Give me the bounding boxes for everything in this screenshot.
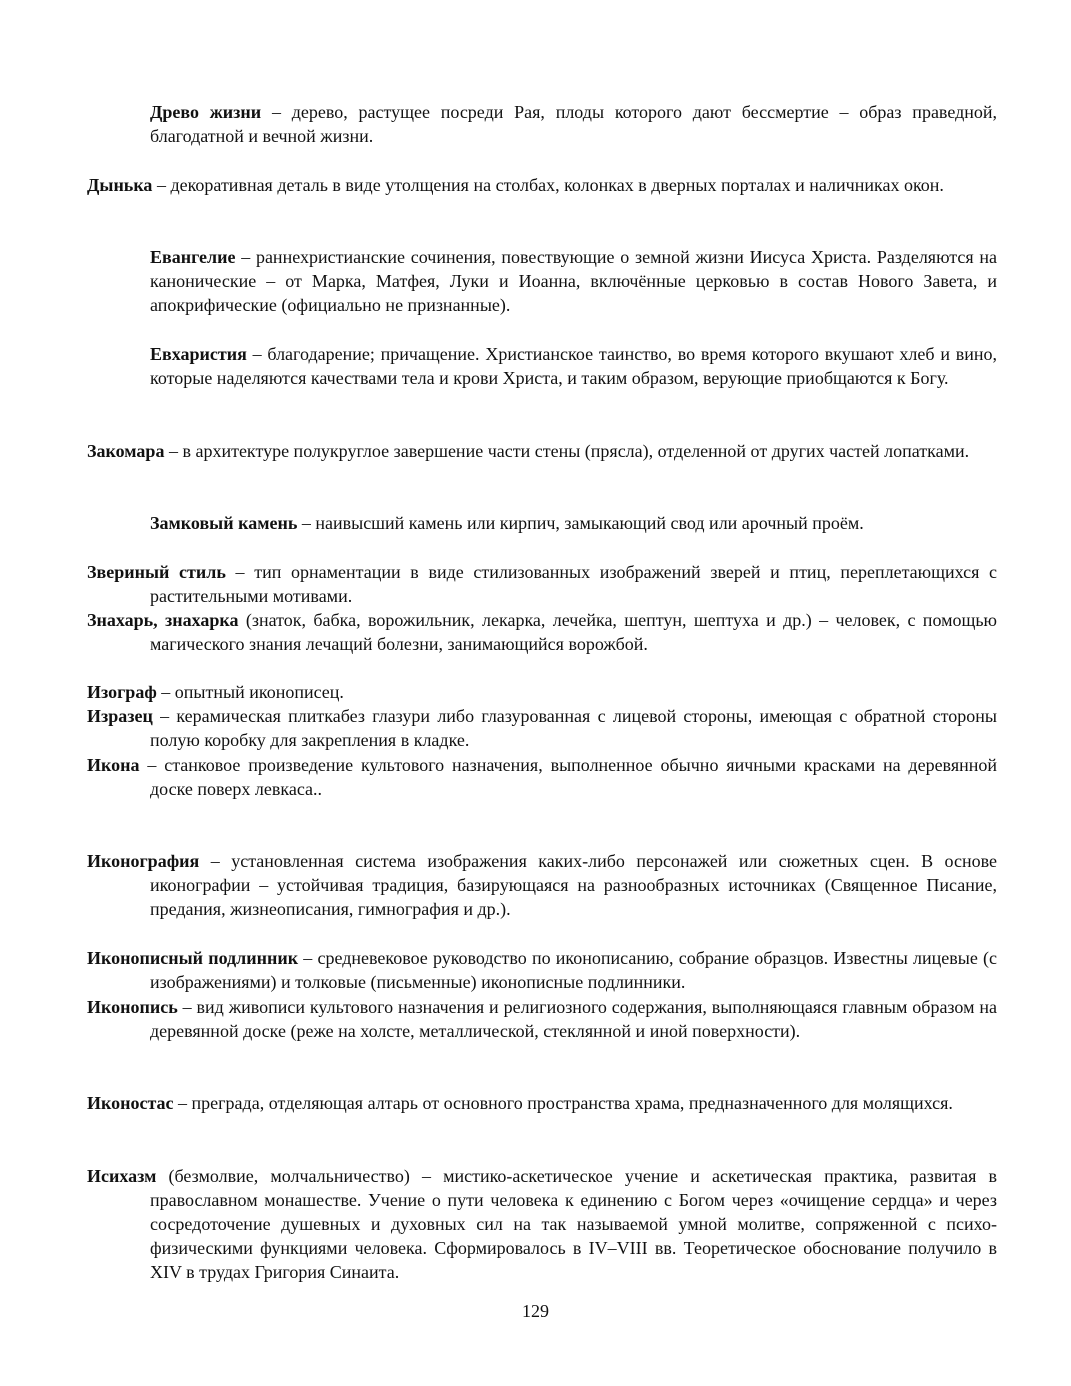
glossary-entry [87, 849, 997, 921]
entry-term: Знахарь, знахарка [87, 610, 239, 630]
entry-definition: – установленная система изображения каких-либо персонажей или сюжетных сцен. В основе иконографии – устойчивая традиция, базирующаяся на разнообразных источниках (Священное Писание, предания, жизнеописания, гимнография и др.). [150, 851, 997, 919]
entry-definition: – средневековое руководство по иконописанию, собрание образцов. Известны лицевые (с изображениями) и толковые (письменные) иконописные подлинники. [150, 948, 997, 992]
entry-term: Изразец [87, 706, 153, 726]
glossary-entry [87, 173, 997, 197]
entry-term: Замковый камень [150, 513, 298, 533]
entry-definition: – наивысший камень или кирпич, замыкающий свод или арочный проём. [297, 513, 864, 533]
entry-definition: (знаток, бабка, ворожильник, лекарка, лечейка, шептун, шептуха и др.) – человек, с помощью магического знания лечащий болезни, занимающийся ворожбой. [150, 610, 998, 654]
entry-definition: – преграда, отделяющая алтарь от основного пространства храма, предназначенного для молящихся. [173, 1093, 953, 1113]
entry-term: Звериный стиль [87, 562, 226, 582]
entry-definition: – тип орнаментации в виде стилизованных изображений зверей и птиц, переплетающихся с растительными мотивами. [150, 562, 998, 606]
glossary-entry [87, 704, 997, 752]
entry-term: Икона [87, 755, 140, 775]
entry-term: Исихазм [87, 1166, 157, 1186]
glossary-entry [87, 1164, 997, 1284]
entry-definition: – благодарение; причащение. Христианское таинство, во время которого вкушают хлеб и вино, которые наделяются качествами тела и крови Христа, и таким образом, верующие приобщаются к Богу. [150, 344, 997, 388]
glossary-entry [87, 946, 997, 994]
page-number: 129 [522, 1301, 549, 1321]
glossary-entry [87, 753, 997, 801]
glossary-entry [150, 342, 997, 390]
entry-term: Евангелие [150, 247, 236, 267]
entry-definition: – станковое произведение культового назначения, выполненное обычно яичными красками на деревянной доске поверх левкаса.. [139, 755, 997, 799]
glossary-entry [87, 560, 997, 608]
entry-definition: – декоративная деталь в виде утолщения на столбах, колонках в дверных порталах и наличниках окон. [152, 175, 944, 195]
entry-term: Иконостас [87, 1093, 174, 1113]
glossary-entry [150, 511, 997, 535]
glossary-entry [87, 680, 997, 704]
entry-term: Древо жизни [150, 102, 262, 122]
entry-definition: – дерево, растущее посреди Рая, плоды которого дают бессмертие – образ праведной, благодатной и вечной жизни. [150, 102, 998, 146]
entry-definition: – керамическая плиткабез глазури либо глазурованная с лицевой стороны, имеющая с обратной стороны полую коробку для закрепления в кладке. [150, 706, 997, 750]
entry-term: Дынька [87, 175, 153, 195]
glossary-entry [87, 439, 997, 463]
entry-definition: – раннехристианские сочинения, повествующие о земной жизни Иисуса Христа. Разделяются на канонические – от Марка, Матфея, Луки и Иоанна, включённые церковью в состав Нового Завета, и апокрифические (официально не признанные). [150, 247, 997, 315]
entry-definition: – опытный иконописец. [156, 682, 344, 702]
glossary-entry [150, 245, 997, 317]
glossary-entry [87, 995, 997, 1043]
glossary-entry [150, 100, 997, 148]
entry-term: Иконописный подлинник [87, 948, 299, 968]
entry-definition: – вид живописи культового назначения и религиозного содержания, выполняющаяся главным образом на деревянной доске (реже на холсте, металлической, стеклянной и иной поверхности). [150, 997, 997, 1041]
entry-term: Иконопись [87, 997, 178, 1017]
glossary-entry [87, 608, 997, 656]
entry-term: Евхаристия [150, 344, 247, 364]
entry-term: Иконография [87, 851, 200, 871]
entry-definition: – в архитектуре полукруглое завершение части стены (прясла), отделенной от других частей лопатками. [164, 441, 970, 461]
glossary-entry [87, 1091, 997, 1115]
entry-term: Изограф [87, 682, 157, 702]
entry-term: Закомара [87, 441, 165, 461]
entry-definition: (безмолвие, молчальничество) – мистико-аскетическое учение и аскетическая практика, развитая в православном монашестве. Учение о пути человека к единению с Богом через «очищение сердца» и через сосредоточение душевных и духовных сил на так называемой умной молитве, сопряженной с психо-физическими функциями человека. Сформировалось в IV–VIII вв. Теоретическое обоснование получило в XIV в трудах Григория Синаита. [150, 1166, 997, 1282]
